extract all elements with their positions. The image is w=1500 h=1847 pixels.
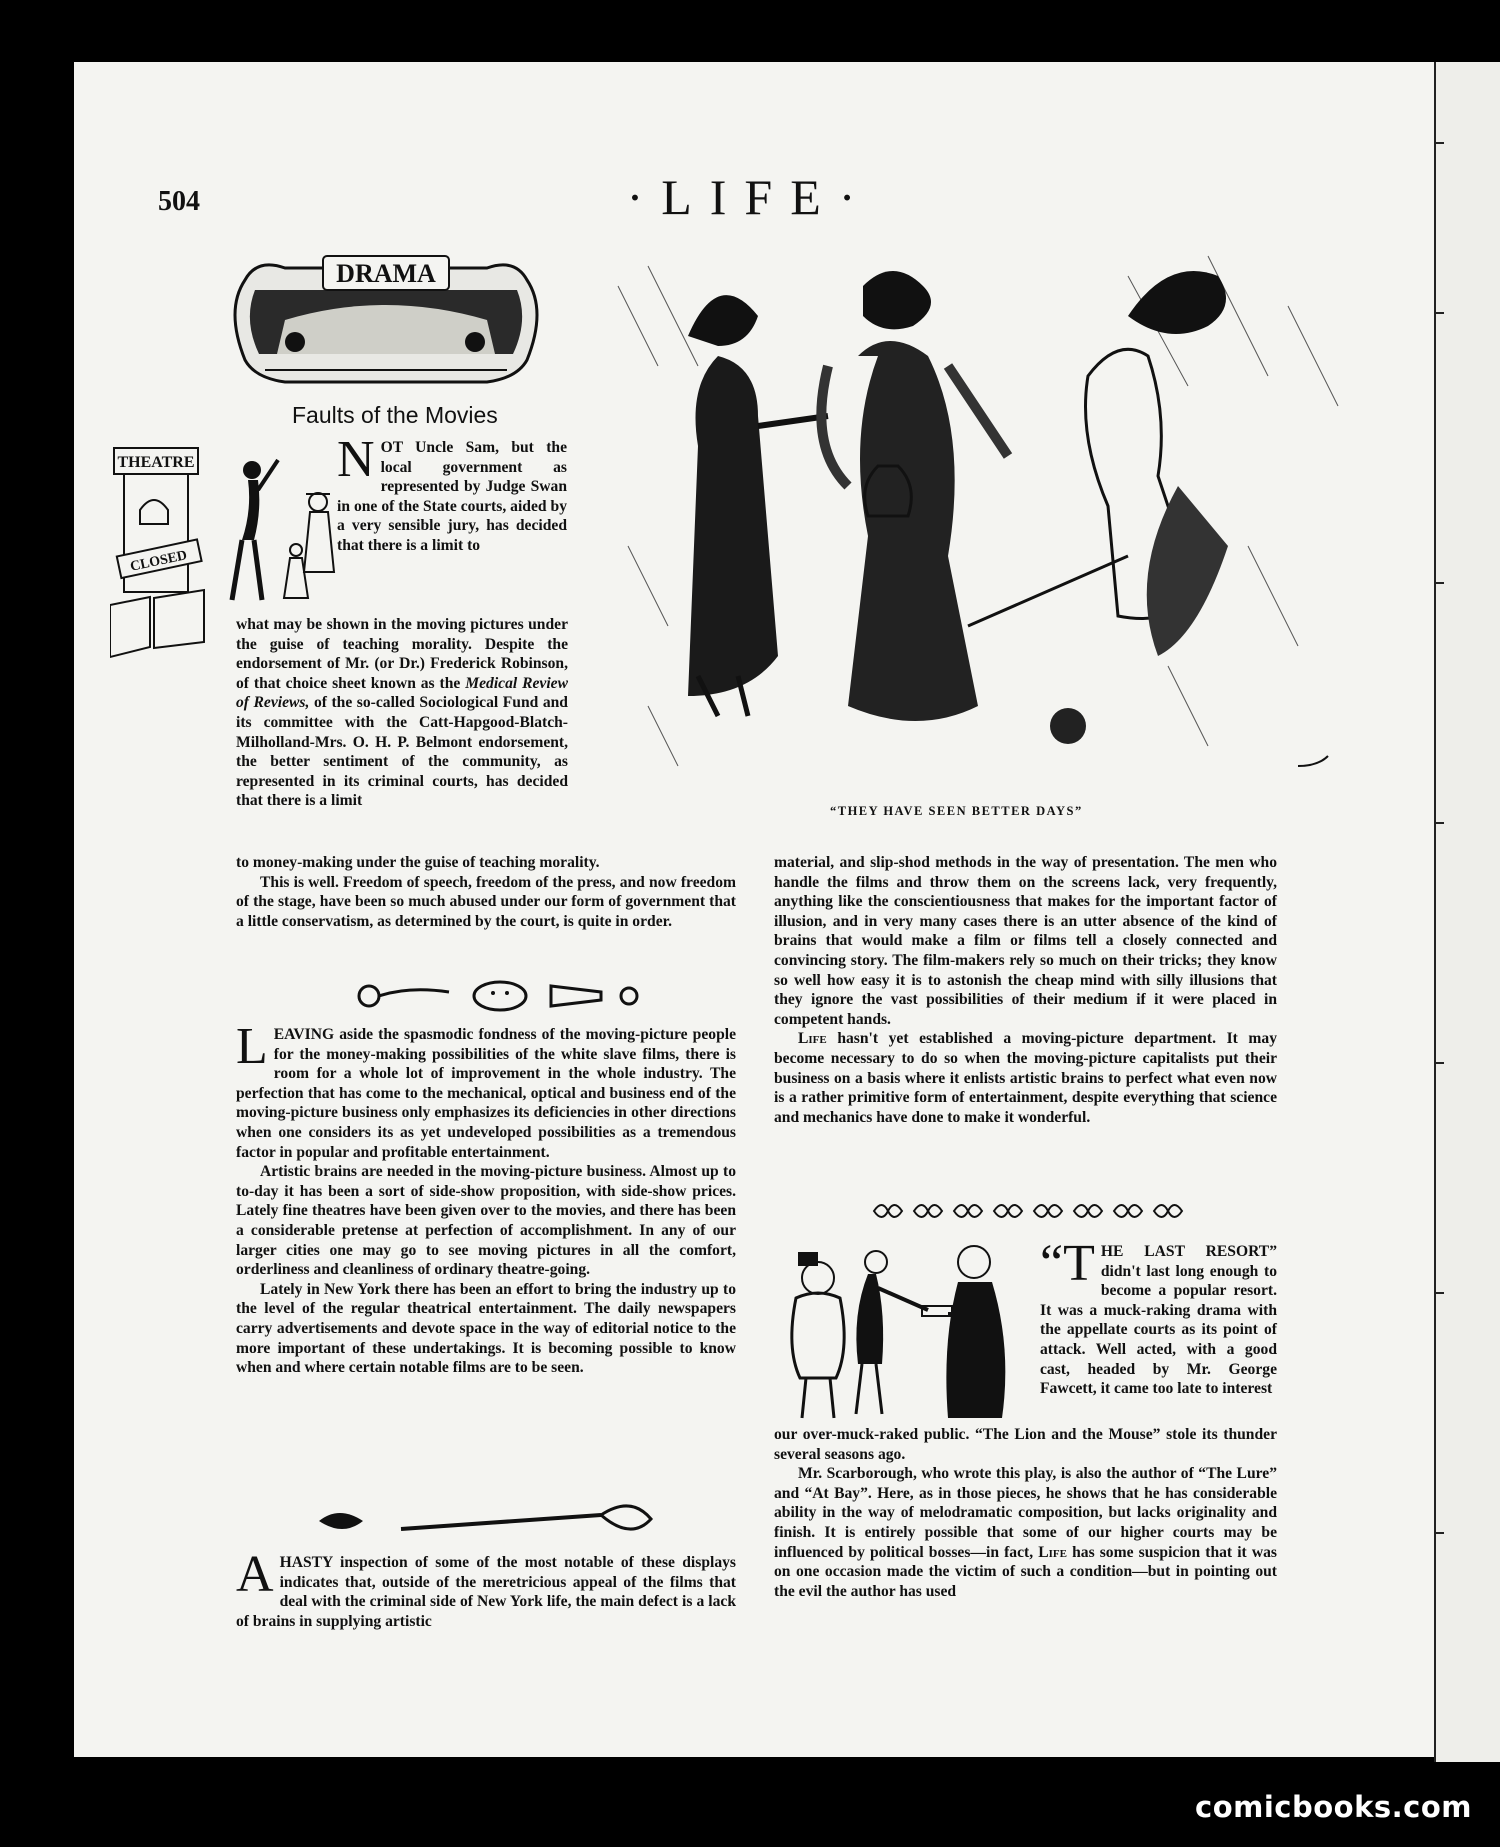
right-column-bottom bbox=[774, 1425, 1277, 1601]
watermark: comicbooks.com bbox=[1195, 1790, 1472, 1824]
right-column bbox=[774, 853, 1277, 1127]
butterfly-ornament-divider bbox=[868, 1200, 1188, 1222]
intro-paragraph-start: NOT Uncle Sam, but the local government as represented by Judge Swan in one of the State courts, aided by a very sensible jury, has decided that there is a limit to bbox=[337, 431, 567, 554]
film-ornament-divider-1 bbox=[355, 978, 645, 1014]
illustration-caption: “THEY HAVE SEEN BETTER DAYS” bbox=[830, 804, 1083, 818]
adjacent-page-edge bbox=[1434, 62, 1500, 1762]
ladies-in-rain-illustration bbox=[608, 246, 1360, 794]
paragraph-artistic-brains: Artistic brains are needed in the moving-picture business. Almost up to to-day it has been a sort of side-show proposition, with side-show prices. Lately fine theatres have been given over to the movies, and there has been a considerable pretense at perfection of accomplishment. In any of our larger cities one may go to see moving pictures in all the comfort, orderliness and cleanliness of ordinary theatre-going. bbox=[236, 1163, 736, 1279]
paragraph-last-resort-continuation: our over-muck-raked public. “The Lion and the Mouse” stole its thunder several seasons ago. bbox=[774, 1426, 1277, 1463]
intro-wide-column bbox=[236, 615, 568, 811]
theatre-sign-text: THEATRE bbox=[117, 454, 195, 471]
dropcap-n: N bbox=[337, 431, 375, 488]
paragraph-lately-new-york: Lately in New York there has been an effort to bring the industry up to the level of the regular theatrical entertainment. The daily newspapers carry advertisements and devote space in the way of editorial notice to the more important of these undertakings. It is becoming possible to know when and where certain notable films are to be seen. bbox=[236, 1280, 736, 1377]
left-column-bottom bbox=[236, 1546, 736, 1631]
drama-banner-illustration bbox=[225, 250, 547, 390]
paragraph-last-resort-start: “THE LAST RESORT” didn't last long enough to become a popular resort. It was a muck-raking drama with the appellate courts as its point of attack. Well acted, with a good cast, headed by Mr. George Fawcett, it came too late to interest bbox=[1040, 1235, 1277, 1398]
left-column bbox=[236, 853, 736, 931]
courtroom-bribe-cartoon bbox=[772, 1238, 1034, 1426]
closed-sign-text: CLOSED bbox=[129, 548, 189, 575]
mask-and-whip-ornament bbox=[315, 1503, 675, 1539]
article-title: Faults of the Movies bbox=[292, 402, 498, 428]
paragraph-freedom-of-speech: This is well. Freedom of speech, freedom of the press, and now freedom of the stage, have been so much abused under our form of government that a little conservatism, as determined by the court, is quite in order. bbox=[236, 873, 736, 930]
paragraph-leaving-aside: LEAVING aside the spasmodic fondness of the moving-picture people for the money-making possibilities of the white slave films, there is room for a whole lot of improvement in the whole industry. The perfection that has come to the mechanical, optical and business end of the moving-picture business only emphasizes its deficiencies in other directions when one considers its as yet undeveloped possibilities as a tremendous factor in popular and profitable entertainment. bbox=[236, 1018, 736, 1161]
dropcap-l: L bbox=[236, 1018, 268, 1075]
paragraph-scarborough: Mr. Scarborough, who wrote this play, is also the author of “The Lure” and “At Bay”. Here, as in those pieces, he shows that he has considerable ability in the way of melodramatic composition, but lacks originality and finish. It is entirely possible that some of our higher courts may be influenced by political bosses—in fact, Life has some suspicion that it was on one occasion made the victim of such a condition—but in pointing out the evil the author has used bbox=[774, 1465, 1277, 1600]
intro-paragraph-last-line: to money-making under the guise of teaching morality. bbox=[236, 854, 600, 871]
paragraph-life-department: Life hasn't yet established a moving-picture department. It may become necessary to do so when the moving-picture capitalists put their business on a basis where it enlists artistic brains to perfect what even now is a rather primitive form of entertainment, despite everything that science and mechanics have done to make it wonderful. bbox=[774, 1030, 1278, 1126]
drama-banner-label: DRAMA bbox=[336, 259, 436, 288]
dropcap-a: A bbox=[236, 1546, 274, 1603]
paragraph-material-slipshod: material, and slip-shod methods in the way of presentation. The men who handle the films and throw them on the screens lack, very frequently, anything like the conscientiousness that makes for the important factor of illusion, and in very many cases there is an utter absence of the kind of brains that would make a film or films tell a closely connected and convincing story. The film-makers rely so much on their tricks; they know so well how easy it is to astonish the cheap mind with silly illusions that they ignore the vast possibilities of their medium if it were placed in competent hands. bbox=[774, 854, 1277, 1028]
intro-paragraph-continuation: what may be shown in the moving pictures under the guise of teaching morality. Despite the endorsement of Mr. (or Dr.) Frederick Robinson, of that choice sheet known as the Medical Review of Reviews, of the so-called Sociological Fund and its committee with the Catt-Hapgood-Blatch-Milholland-Mrs. O. H. P. Belmont endorsement, the better sentiment of the community, as represented in its criminal courts, has decided that there is a limit bbox=[236, 616, 568, 810]
intro-narrow-column bbox=[337, 431, 567, 556]
paragraph-hasty-inspection: AHASTY inspection of some of the most notable of these displays indicates that, outside of the meretricious appeal of the films that deal with the criminal side of New York life, the main defect is a lack of brains in supplying artistic bbox=[236, 1546, 736, 1630]
page-number: 504 bbox=[158, 186, 200, 217]
dropcap-t: “T bbox=[1040, 1235, 1095, 1292]
masthead: ·LIFE· bbox=[626, 169, 874, 225]
left-column-lower bbox=[236, 1018, 736, 1378]
last-resort-narrow-column bbox=[1040, 1235, 1277, 1399]
